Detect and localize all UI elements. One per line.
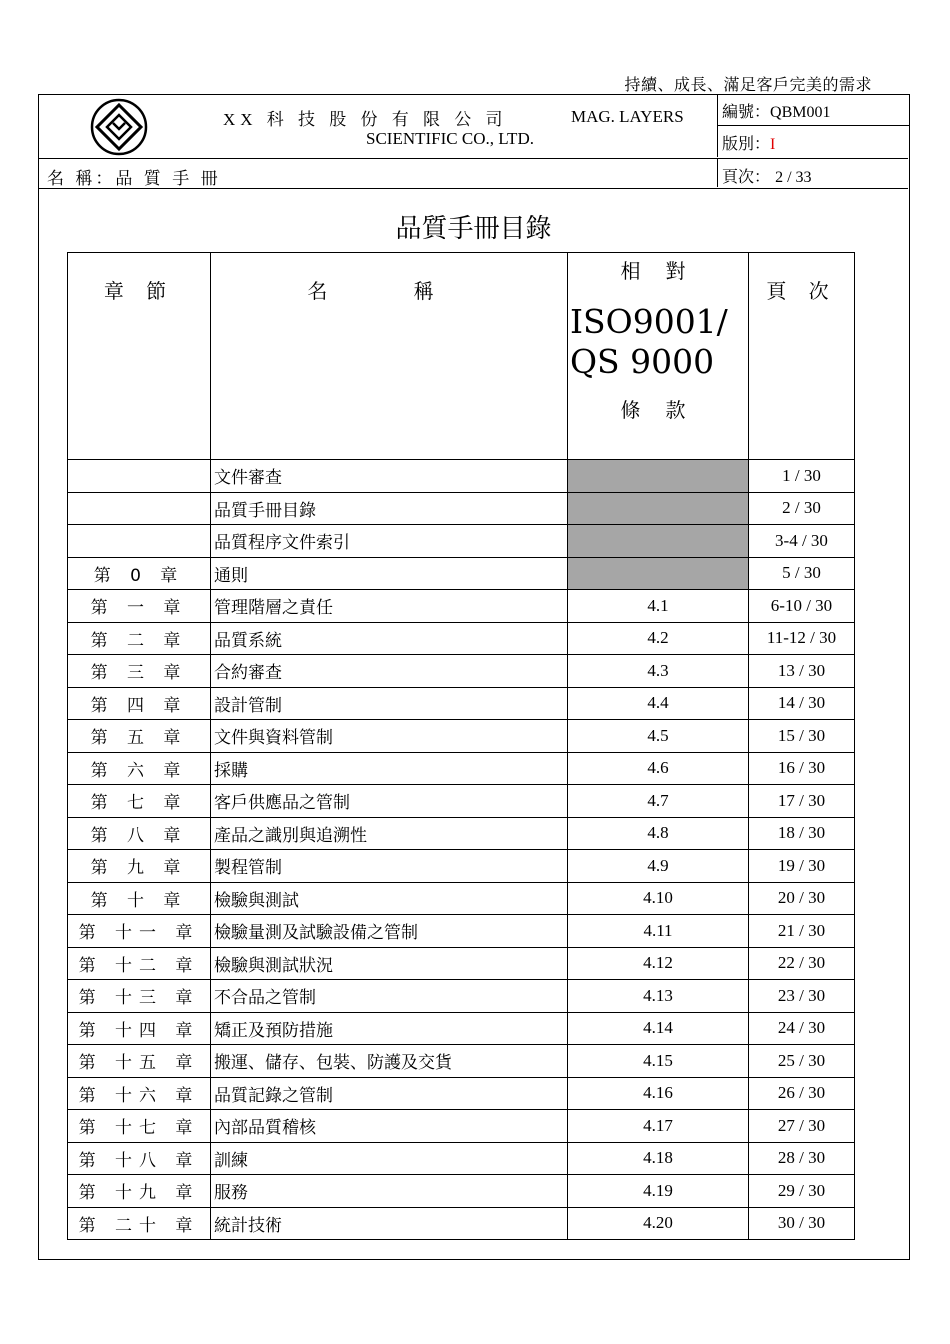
page-cell: 24 / 30 — [749, 1012, 855, 1045]
clause-cell: 4.13 — [568, 980, 749, 1013]
version-value: I — [770, 136, 776, 153]
chapter-cell: 第 一 章 — [68, 590, 211, 623]
name-cell: 服務 — [211, 1175, 568, 1208]
page-value: 2 / 33 — [775, 169, 812, 186]
chapter-cell: 第 0 章 — [68, 557, 211, 590]
table-header-row — [68, 253, 855, 460]
name-cell: 檢驗量測及試驗設備之管制 — [211, 915, 568, 948]
clause-cell: 4.16 — [568, 1077, 749, 1110]
clause-cell: 4.2 — [568, 622, 749, 655]
clause-cell: 4.20 — [568, 1207, 749, 1240]
page-cell: 11-12 / 30 — [749, 622, 855, 655]
page-label: 頁次： — [722, 167, 771, 186]
table-row — [68, 980, 855, 1013]
table-row — [68, 882, 855, 915]
table-row — [68, 590, 855, 623]
chapter-cell: 第 十五 章 — [68, 1045, 211, 1078]
clause-cell: 4.18 — [568, 1142, 749, 1175]
name-cell: 製程管制 — [211, 850, 568, 883]
table-row — [68, 1045, 855, 1078]
name-cell: 品質系統 — [211, 622, 568, 655]
page-cell: 16 / 30 — [749, 752, 855, 785]
page-cell: 21 / 30 — [749, 915, 855, 948]
table-row — [68, 1077, 855, 1110]
header-clause-std-1: ISO9001/ — [570, 302, 728, 341]
doc-number-row — [718, 95, 909, 126]
chapter-cell: 第 九 章 — [68, 850, 211, 883]
page-cell: 5 / 30 — [749, 557, 855, 590]
clause-cell: 4.14 — [568, 1012, 749, 1045]
page-cell: 6-10 / 30 — [749, 590, 855, 623]
clause-cell: 4.11 — [568, 915, 749, 948]
chapter-cell — [68, 525, 211, 558]
table-row — [68, 752, 855, 785]
clause-cell: 4.19 — [568, 1175, 749, 1208]
chapter-cell: 第 十七 章 — [68, 1110, 211, 1143]
clause-cell — [568, 557, 749, 590]
chapter-cell: 第 十三 章 — [68, 980, 211, 1013]
page-cell: 14 / 30 — [749, 687, 855, 720]
table-row — [68, 785, 855, 818]
name-cell: 不合品之管制 — [211, 980, 568, 1013]
name-cell: 管理階層之責任 — [211, 590, 568, 623]
page-cell: 29 / 30 — [749, 1175, 855, 1208]
clause-cell: 4.10 — [568, 882, 749, 915]
page-cell: 20 / 30 — [749, 882, 855, 915]
header-page: 頁 次 — [749, 253, 855, 460]
clause-cell: 4.8 — [568, 817, 749, 850]
chapter-cell: 第 二十 章 — [68, 1207, 211, 1240]
name-cell: 檢驗與測試狀況 — [211, 947, 568, 980]
table-row — [68, 1110, 855, 1143]
table-row — [68, 492, 855, 525]
name-cell: 訓練 — [211, 1142, 568, 1175]
name-cell: 搬運、儲存、包裝、防護及交貨 — [211, 1045, 568, 1078]
page-cell: 26 / 30 — [749, 1077, 855, 1110]
table-row — [68, 1207, 855, 1240]
name-cell: 採購 — [211, 752, 568, 785]
chapter-cell: 第 八 章 — [68, 817, 211, 850]
page-cell: 23 / 30 — [749, 980, 855, 1013]
document-frame — [38, 94, 910, 1260]
name-bar — [39, 159, 908, 189]
chapter-cell: 第 七 章 — [68, 785, 211, 818]
header-name: 名 稱 — [211, 253, 568, 460]
name-cell: 內部品質稽核 — [211, 1110, 568, 1143]
table-row — [68, 1012, 855, 1045]
name-cell: 產品之識別與追溯性 — [211, 817, 568, 850]
table-row — [68, 655, 855, 688]
clause-cell: 4.3 — [568, 655, 749, 688]
header-chapter: 章 節 — [68, 253, 211, 460]
table-row — [68, 622, 855, 655]
chapter-cell: 第 十四 章 — [68, 1012, 211, 1045]
name-cell: 矯正及預防措施 — [211, 1012, 568, 1045]
document-header — [39, 95, 908, 159]
page-cell: 22 / 30 — [749, 947, 855, 980]
table-row — [68, 720, 855, 753]
table-row — [68, 525, 855, 558]
clause-cell — [568, 525, 749, 558]
page-cell: 25 / 30 — [749, 1045, 855, 1078]
clause-cell: 4.1 — [568, 590, 749, 623]
clause-cell: 4.17 — [568, 1110, 749, 1143]
chapter-cell: 第 二 章 — [68, 622, 211, 655]
clause-cell — [568, 460, 749, 493]
clause-cell: 4.6 — [568, 752, 749, 785]
name-cell: 統計技術 — [211, 1207, 568, 1240]
name-cell: 客戶供應品之管制 — [211, 785, 568, 818]
page-cell: 19 / 30 — [749, 850, 855, 883]
table-row — [68, 1142, 855, 1175]
version-label: 版別： — [722, 134, 771, 153]
chapter-cell: 第 五 章 — [68, 720, 211, 753]
name-cell: 文件審查 — [211, 460, 568, 493]
page-cell: 2 / 30 — [749, 492, 855, 525]
chapter-cell: 第 四 章 — [68, 687, 211, 720]
chapter-cell — [68, 492, 211, 525]
name-cell: 文件與資料管制 — [211, 720, 568, 753]
page-cell: 18 / 30 — [749, 817, 855, 850]
clause-cell: 4.4 — [568, 687, 749, 720]
page-cell: 1 / 30 — [749, 460, 855, 493]
name-cell: 品質程序文件索引 — [211, 525, 568, 558]
page-title: 品質手冊目錄 — [395, 214, 552, 244]
document-name: 名 稱：品 質 手 冊 — [47, 169, 221, 189]
clause-cell: 4.15 — [568, 1045, 749, 1078]
toc-table — [67, 252, 855, 1240]
clause-cell: 4.9 — [568, 850, 749, 883]
chapter-cell: 第 六 章 — [68, 752, 211, 785]
name-cell: 品質手冊目錄 — [211, 492, 568, 525]
name-cell: 通則 — [211, 557, 568, 590]
diamond-logo-icon — [87, 97, 151, 157]
chapter-cell: 第 十六 章 — [68, 1077, 211, 1110]
name-cell: 設計管制 — [211, 687, 568, 720]
page-cell: 15 / 30 — [749, 720, 855, 753]
chapter-cell: 第 十九 章 — [68, 1175, 211, 1208]
doc-number-value: QBM001 — [770, 104, 831, 121]
doc-meta-box — [717, 95, 909, 157]
page-cell: 28 / 30 — [749, 1142, 855, 1175]
company-name-cn: XX 科 技 股 份 有 限 公 司 — [223, 110, 508, 129]
name-cell: 品質記錄之管制 — [211, 1077, 568, 1110]
clause-cell: 4.5 — [568, 720, 749, 753]
table-row — [68, 850, 855, 883]
clause-cell: 4.7 — [568, 785, 749, 818]
name-cell: 檢驗與測試 — [211, 882, 568, 915]
company-slogan: 持續、成長、滿足客戶完美的需求 — [624, 75, 872, 94]
page-cell: 17 / 30 — [749, 785, 855, 818]
chapter-cell: 第 三 章 — [68, 655, 211, 688]
page-cell: 30 / 30 — [749, 1207, 855, 1240]
chapter-cell: 第 十一 章 — [68, 915, 211, 948]
table-row — [68, 557, 855, 590]
company-name-en: SCIENTIFIC CO., LTD. — [366, 129, 534, 148]
name-cell: 合約審查 — [211, 655, 568, 688]
chapter-cell — [68, 460, 211, 493]
product-label: MAG. LAYERS — [571, 107, 684, 126]
header-clause-top: 相 對 — [620, 261, 696, 283]
clause-cell — [568, 492, 749, 525]
page-cell: 3-4 / 30 — [749, 525, 855, 558]
table-row — [68, 1175, 855, 1208]
chapter-cell: 第 十八 章 — [68, 1142, 211, 1175]
header-clause-std-2: QS 9000 — [570, 342, 715, 381]
page-cell: 27 / 30 — [749, 1110, 855, 1143]
chapter-cell: 第 十 章 — [68, 882, 211, 915]
clause-cell: 4.12 — [568, 947, 749, 980]
page-indicator — [717, 159, 908, 187]
version-row — [718, 126, 909, 157]
table-row — [68, 687, 855, 720]
header-clause — [568, 253, 749, 460]
table-row — [68, 915, 855, 948]
table-row — [68, 947, 855, 980]
page-cell: 13 / 30 — [749, 655, 855, 688]
table-row — [68, 817, 855, 850]
header-clause-bottom: 條 款 — [620, 400, 696, 422]
doc-number-label: 編號： — [722, 102, 771, 121]
chapter-cell: 第 十二 章 — [68, 947, 211, 980]
table-row — [68, 460, 855, 493]
